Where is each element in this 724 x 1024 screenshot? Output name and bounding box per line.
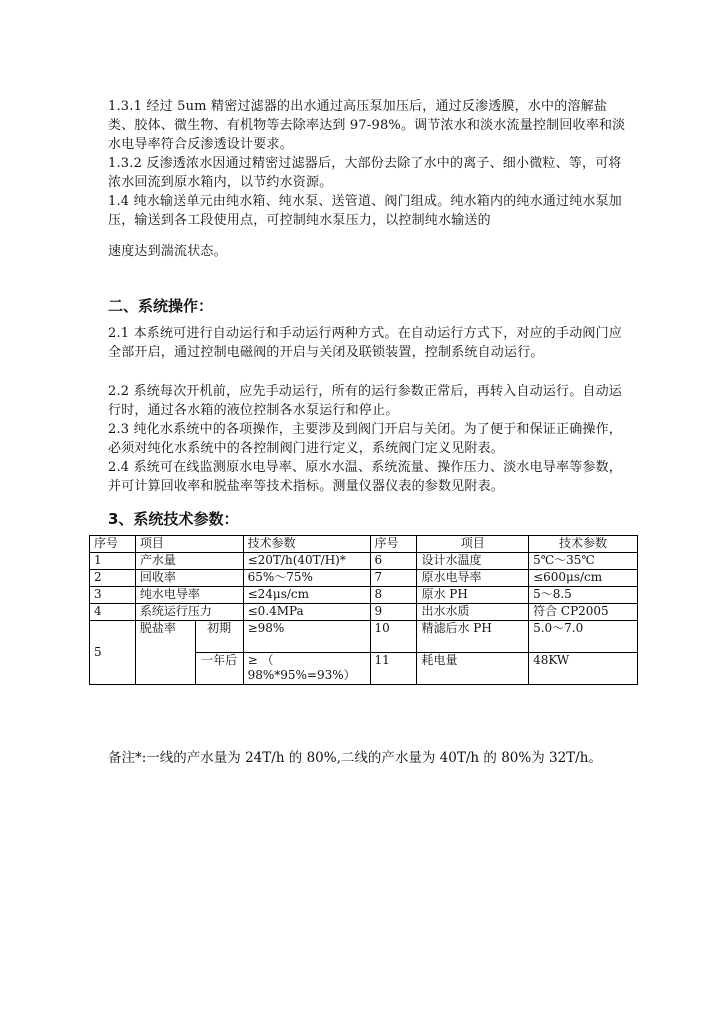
table-cell: 8: [370, 587, 417, 604]
table-cell: 10: [370, 621, 417, 653]
table-cell: 一年后: [195, 653, 243, 685]
table-cell: 4: [90, 604, 136, 621]
table-cell: 3: [90, 587, 136, 604]
table-cell: 6: [370, 553, 417, 570]
paragraph-2-1: 2.1 本系统可进行自动运行和手动运行两种方式。在自动运行方式下，对应的手动阀门应全部开启，通过控制电磁阀的开启与关闭及联锁装置，控制系统自动运行。: [108, 326, 623, 360]
section-2-heading: 二、系统操作：: [108, 297, 214, 315]
table-cell: 出水水质: [417, 604, 529, 621]
table-row: [90, 587, 638, 604]
header-cell: 序号: [90, 536, 136, 553]
paragraph-1-4: 1.4 纯水输送单元由纯水箱、纯水泵、送管道、阀门组成。纯水箱内的纯水通过纯水泵加压，输送到各工段使用点，可控制纯水泵压力，以控制纯水输送的: [108, 194, 623, 228]
table-cell: 耗电量: [417, 653, 529, 685]
paragraph-2-2: 2.2 系统每次开机前，应先手动运行，所有的运行参数正常后，再转入自动运行。自动运行时，通过各水箱的液位控制各水泵运行和停止。: [108, 384, 623, 418]
table-cell: 11: [370, 653, 417, 685]
table-cell: 5.0～7.0: [529, 621, 638, 653]
table-cell: 初期: [195, 621, 243, 653]
paragraph-2-3: 2.3 纯化水系统中的各项操作，主要涉及到阀门开启与关闭。为了便于和保证正确操作，必须对纯化水系统中的各控制阀门进行定义，系统阀门定义见附表。: [108, 422, 623, 456]
table-cell: 5～8.5: [529, 587, 638, 604]
table-cell: 脱盐率: [135, 621, 195, 685]
paragraph-2-4: 2.4 系统可在线监测原水电导率、原水水温、系统流量、操作压力、淡水电导率等参数，并可计算回收率和脱盐率等技术指标。测量仪器仪表的参数见附表。: [108, 460, 623, 494]
table-cell: 5: [90, 621, 136, 685]
table-cell: ≤24μs/cm: [243, 587, 370, 604]
table-cell: 2: [90, 570, 136, 587]
table-cell: 7: [370, 570, 417, 587]
table-cell: ≤20T/h(40T/H)*: [243, 553, 370, 570]
header-cell: 技术参数: [243, 536, 370, 553]
table-cell: 1: [90, 553, 136, 570]
table-cell: 符合 CP2005: [529, 604, 638, 621]
header-cell: 序号: [370, 536, 417, 553]
technical-parameters-table: [89, 535, 638, 685]
table-cell: 48KW: [529, 653, 638, 685]
header-cell: 技术参数: [529, 536, 638, 553]
table-header-row: [90, 536, 638, 553]
paragraph-1-3-2: 1.3.2 反渗透浓水因通过精密过滤器后，大部份去除了水中的离子、细小微粒、等，可将浓水回流到原水箱内，以节约水资源。: [108, 156, 622, 190]
table-cell: 原水电导率: [417, 570, 529, 587]
paragraph-1-3-1: 1.3.1 经过 5um 精密过滤器的出水通过高压泵加压后，通过反渗透膜，水中的溶解盐类、胶体、微生物、有机物等去除率达到 97-98%。调节浓水和淡水流量控制回收率和淡水电导率符合反渗透设计要求。: [108, 99, 626, 152]
table-row: [90, 553, 638, 570]
section-3-heading: 3、系统技术参数：: [108, 510, 239, 528]
table-cell: 系统运行压力: [135, 604, 243, 621]
table-cell: ≤0.4MPa: [243, 604, 370, 621]
header-cell: 项目: [135, 536, 243, 553]
table-row-desalination: [90, 621, 638, 653]
table-cell: 精滤后水 PH: [417, 621, 529, 653]
table-cell: 原水 PH: [417, 587, 529, 604]
table-cell: ≥98%: [243, 621, 370, 653]
table-cell: 9: [370, 604, 417, 621]
table-cell: 纯水电导率: [135, 587, 243, 604]
table-cell: 5℃～35℃: [529, 553, 638, 570]
table-cell: ≥ （ 98%*95%=93%）: [243, 653, 370, 685]
table-cell: 回收率: [135, 570, 243, 587]
table-cell: 65%～75%: [243, 570, 370, 587]
paragraph-1-4-continued: 速度达到湍流状态。: [108, 244, 227, 259]
header-cell: 项目: [417, 536, 529, 553]
table-row: [90, 604, 638, 621]
footnote: 备注*:一线的产水量为 24T/h 的 80%,二线的产水量为 40T/h 的 80%为 32T/h。: [108, 750, 602, 766]
table-cell: ≤600μs/cm: [529, 570, 638, 587]
table-row: [90, 570, 638, 587]
table-cell: 设计水温度: [417, 553, 529, 570]
table-cell: 产水量: [135, 553, 243, 570]
